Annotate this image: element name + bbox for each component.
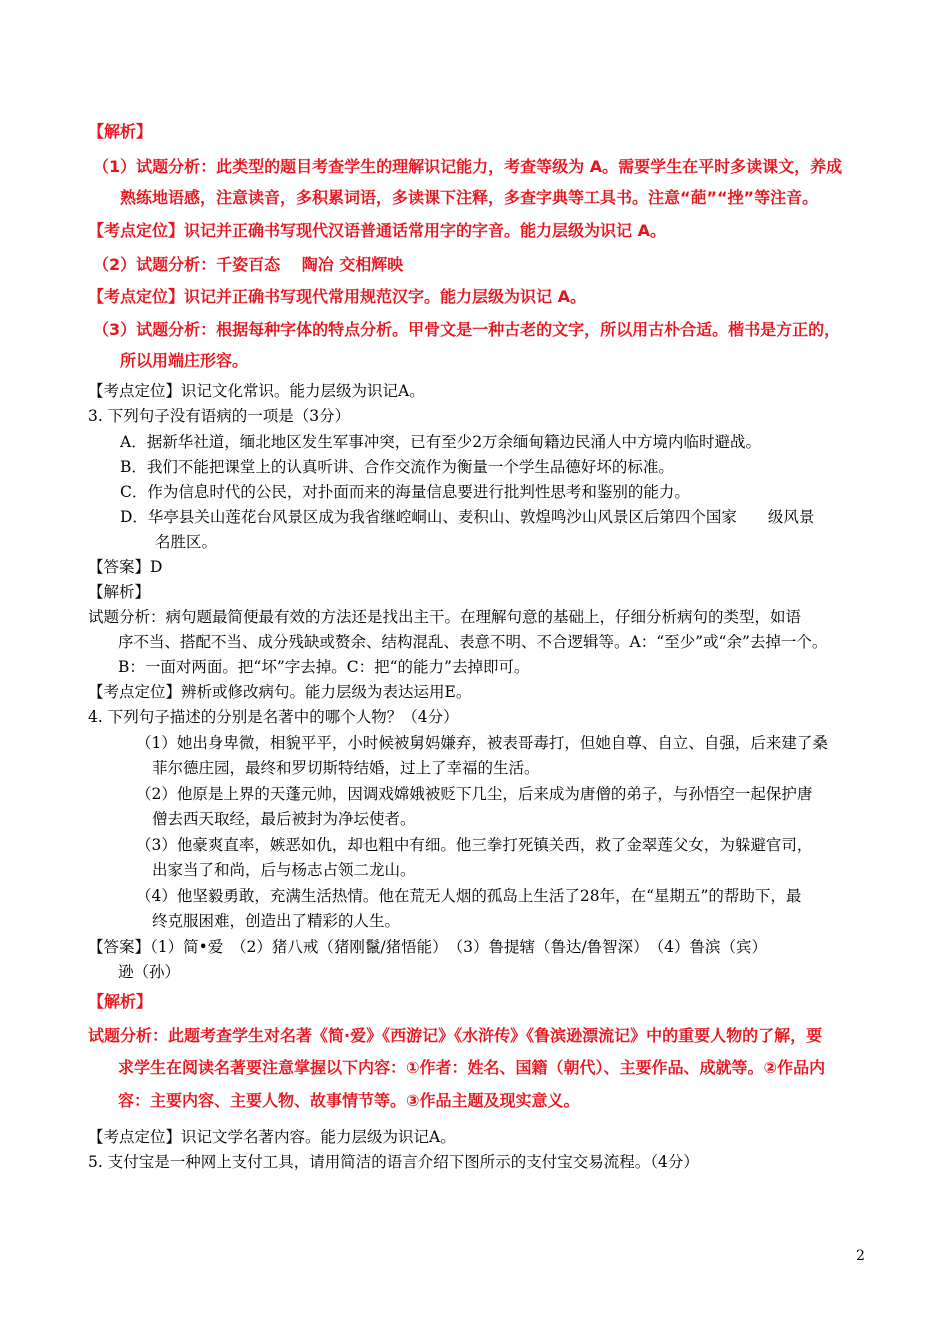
kaodian-3: 【考点定位】识记文化常识。能力层级为识记A。 bbox=[88, 382, 425, 400]
analysis-4-line-1: 试题分析：此题考查学生对名著《简·爱》《西游记》《水浒传》《鲁滨逊漂流记》中的重要人物的了解，要 bbox=[88, 1026, 823, 1045]
question-5: 5. 支付宝是一种网上支付工具，请用简洁的语言介绍下图所示的支付宝交易流程。（4分） bbox=[88, 1153, 699, 1171]
page-number: 2 bbox=[856, 1248, 865, 1264]
answer-3: 【答案】D bbox=[88, 558, 163, 576]
kaodian-2: 【考点定位】识记并正确书写现代常用规范汉字。能力层级为识记 A。 bbox=[88, 287, 586, 306]
kaodian-4: 【考点定位】辨析或修改病句。能力层级为表达运用E。 bbox=[88, 683, 472, 701]
question-3: 3. 下列句子没有语病的一项是（3分） bbox=[88, 407, 351, 425]
kaodian-1: 【考点定位】识记并正确书写现代汉语普通话常用字的字音。能力层级为识记 A。 bbox=[88, 221, 666, 240]
item-3-line-1: （3）他豪爽直率，嫉恶如仇，却也粗中有细。他三拳打死镇关西，救了金翠莲父女，为躲避官司， bbox=[136, 836, 813, 854]
answer-4-line-2: 逊（孙） bbox=[118, 963, 181, 981]
analysis-3b-line-3: B：一面对两面。把“坏”字去掉。C：把“的能力”去掉即可。 bbox=[118, 658, 530, 676]
analysis-1-line-2: 熟练地语感，注意读音，多积累词语，多读课下注释，多查字典等工具书。注意“葩”“挫”等注音。 bbox=[120, 188, 819, 207]
analysis-3-line-2: 所以用端庄形容。 bbox=[120, 351, 249, 370]
option-d-line-2: 名胜区。 bbox=[155, 533, 218, 551]
item-2-line-1: （2）他原是上界的天蓬元帅，因调戏嫦娥被贬下几尘，后来成为唐僧的弟子，与孙悟空一起保护唐 bbox=[136, 785, 813, 803]
analysis-3b-line-2: 序不当、搭配不当、成分残缺或赘余、结构混乱、表意不明、不合逻辑等。A：“至少”或“余”去掉一个。 bbox=[118, 633, 828, 651]
kaodian-5: 【考点定位】识记文学名著内容。能力层级为识记A。 bbox=[88, 1128, 456, 1146]
item-4-line-1: （4）他坚毅勇敢，充满生活热情。他在荒无人烟的孤岛上生活了28年，在“星期五”的帮助下，最 bbox=[136, 887, 802, 905]
analysis-3b-line-1: 试题分析：病句题最简便最有效的方法还是找出主干。在理解句意的基础上，仔细分析病句的类型，如语 bbox=[88, 608, 802, 626]
option-b: B．我们不能把课堂上的认真听讲、合作交流作为衡量一个学生品德好坏的标准。 bbox=[120, 458, 674, 476]
item-2-line-2: 僧去西天取经，最后被封为净坛使者。 bbox=[152, 810, 416, 828]
item-1-line-2: 菲尔德庄园，最终和罗切斯特结婚，过上了幸福的生活。 bbox=[152, 759, 540, 777]
answer-4-line-1: 【答案】（1）简•爱 （2）猪八戒（猪刚鬣/猪悟能） （3）鲁提辖（鲁达/鲁智深） （4）鲁滨（宾） bbox=[88, 938, 768, 956]
analysis-heading-3: 【解析】 bbox=[88, 583, 151, 601]
item-3-line-2: 出家当了和尚，后与杨志占领二龙山。 bbox=[152, 861, 416, 879]
item-1-line-1: （1）她出身卑微，相貌平平，小时候被舅妈嫌弃，被表哥毒打，但她自尊、自立、自强，后来建了桑 bbox=[136, 734, 828, 752]
analysis-3-line-1: （3）试题分析：根据每种字体的特点分析。甲骨文是一种古老的文字，所以用古朴合适。楷书是方正的， bbox=[93, 320, 841, 339]
option-c: C．作为信息时代的公民，对扑面而来的海量信息要进行批判性思考和鉴别的能力。 bbox=[120, 483, 690, 501]
analysis-2: （2）试题分析：千姿百态 陶冶 交相辉映 bbox=[93, 255, 404, 274]
analysis-1-line-1: （1）试题分析：此类型的题目考查学生的理解识记能力，考查等级为 A。需要学生在平时多读课文，养成 bbox=[93, 157, 843, 176]
analysis-heading-4: 【解析】 bbox=[88, 992, 153, 1011]
analysis-4-line-3: 容：主要内容、主要人物、故事情节等。③作品主题及现实意义。 bbox=[118, 1091, 580, 1110]
item-4-line-2: 终克服困难，创造出了精彩的人生。 bbox=[152, 912, 401, 930]
option-d-line-1: D．华亭县关山莲花台风景区成为我省继崆峒山、麦积山、敦煌鸣沙山风景区后第四个国家 级风景 bbox=[120, 508, 815, 526]
analysis-4-line-2: 求学生在阅读名著要注意掌握以下内容：①作者：姓名、国籍（朝代）、主要作品、成就等。②作品内 bbox=[118, 1058, 826, 1077]
option-a: A．据新华社道，缅北地区发生军事冲突，已有至少2万余缅甸籍边民涌人中方境内临时避战。 bbox=[120, 433, 762, 451]
analysis-heading: 【解析】 bbox=[88, 122, 153, 141]
question-4: 4. 下列句子描述的分别是名著中的哪个人物？（4分） bbox=[88, 708, 459, 726]
